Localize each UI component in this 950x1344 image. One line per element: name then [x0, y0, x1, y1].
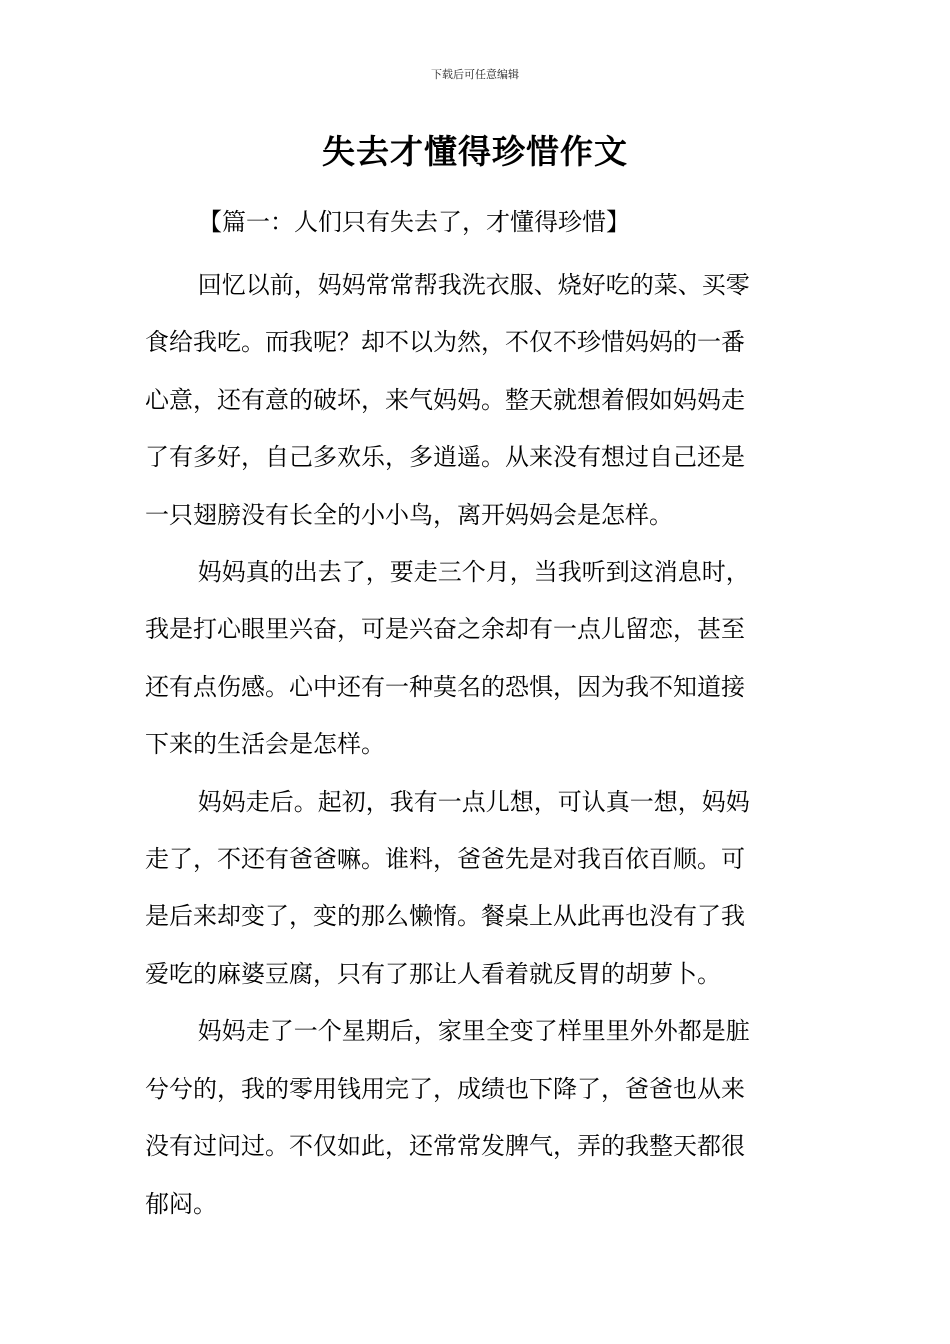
- text-line: 是后来却变了，变的那么懒惰。餐桌上从此再也没有了我: [145, 902, 745, 931]
- text-line: 妈妈走了一个星期后，家里全变了样里里外外都是脏: [197, 1017, 750, 1046]
- text-line: 回忆以前，妈妈常常帮我洗衣服、烧好吃的菜、买零: [197, 271, 750, 299]
- text-line: 我是打心眼里兴奋，可是兴奋之余却有一点儿留恋，甚至: [145, 615, 745, 644]
- text-line: 妈妈真的出去了，要走三个月，当我听到这消息时，: [197, 558, 750, 587]
- text-line: 妈妈走后。起初，我有一点儿想，可认真一想，妈妈: [197, 787, 750, 816]
- header-note: 下载后可任意编辑: [431, 68, 519, 81]
- text-line: 心意，还有意的破坏，来气妈妈。整天就想着假如妈妈走: [145, 385, 745, 414]
- paragraph: [145, 1003, 815, 1233]
- text-line: 一只翅膀没有长全的小小鸟，离开妈妈会是怎样。: [145, 500, 673, 529]
- text-line: 下来的生活会是怎样。: [145, 730, 385, 759]
- paragraph: [145, 544, 815, 774]
- text-line: 了有多好，自己多欢乐，多逍遥。从来没有想过自己还是: [145, 443, 745, 472]
- essay-body: [145, 257, 815, 1233]
- text-line: 走了，不还有爸爸嘛。谁料，爸爸先是对我百依百顺。可: [145, 845, 745, 874]
- text-line: 食给我吃。而我呢？却不以为然，不仅不珍惜妈妈的一番: [145, 328, 745, 357]
- text-line: 没有过问过。不仅如此，还常常发脾气，弄的我整天都很: [145, 1132, 745, 1161]
- text-line: 爱吃的麻婆豆腐，只有了那让人看着就反胃的胡萝卜。: [145, 959, 721, 988]
- paragraph: [145, 257, 815, 544]
- text-line: 还有点伤感。心中还有一种莫名的恐惧，因为我不知道接: [145, 672, 745, 701]
- paragraph: [145, 774, 815, 1004]
- section-heading: 【篇一：人们只有失去了，才懂得珍惜】: [198, 208, 630, 236]
- text-line: 兮兮的，我的零用钱用完了，成绩也下降了，爸爸也从来: [145, 1074, 745, 1103]
- text-line: 郁闷。: [145, 1189, 217, 1218]
- page-title: 失去才懂得珍惜作文: [322, 132, 628, 171]
